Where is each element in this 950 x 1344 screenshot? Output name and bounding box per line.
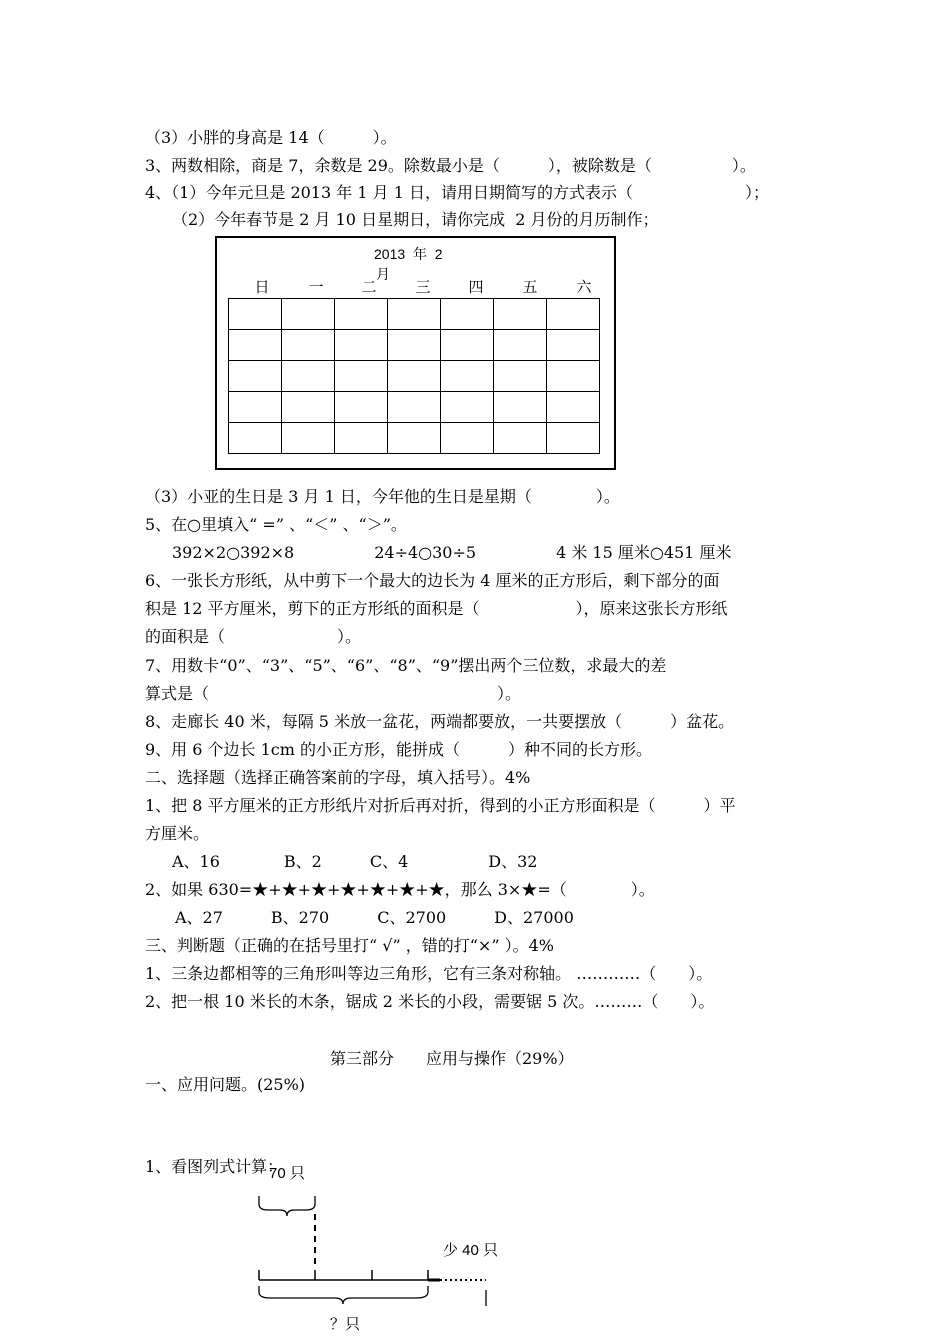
calendar-week-row (229, 423, 600, 454)
weekday-fri: 五 (522, 278, 538, 296)
question-3-3: （3）小胖的身高是 14（ ）。 (145, 128, 397, 147)
calendar-cell[interactable] (388, 361, 441, 392)
calendar-week-row (229, 330, 600, 361)
weekday-sun: 日 (254, 278, 270, 296)
calendar-cell[interactable] (494, 361, 547, 392)
calendar-cell[interactable] (282, 361, 335, 392)
calendar-cell[interactable] (441, 330, 494, 361)
calendar-cell[interactable] (282, 423, 335, 454)
bottom-brace (259, 1286, 428, 1304)
question-5-items: 392×2○392×8 24÷4○30÷5 4 米 15 厘米○451 厘米 (172, 543, 732, 562)
calendar-cell[interactable] (282, 330, 335, 361)
judge-1: 1、三条边都相等的三角形叫等边三角形，它有三条对称轴。 …………（ ）。 (145, 964, 713, 983)
question-7-line2: 算式是（ ）。 (145, 684, 522, 703)
question-6-line2: 积是 12 平方厘米，剪下的正方形纸的面积是（ ），原来这张长方形纸 (145, 599, 728, 618)
question-4-2: （2）今年春节是 2 月 10 日星期日，请你完成 2 月份的月历制作； (172, 210, 659, 229)
calendar-cell[interactable] (229, 330, 282, 361)
calendar-cell[interactable] (229, 392, 282, 423)
question-9: 9、用 6 个边长 1cm 的小正方形，能拼成（ ）种不同的长方形。 (145, 740, 653, 759)
application-heading: 一、应用问题。(25%) (145, 1075, 306, 1094)
calendar-cell[interactable] (335, 392, 388, 423)
calendar-month-unit: 月 (376, 266, 390, 282)
calendar-cell[interactable] (335, 330, 388, 361)
top-brace (259, 1196, 315, 1216)
question-7-line1: 7、用数卡“0”、“3”、“5”、“6”、“8”、“9”摆出两个三位数，求最大的差 (145, 656, 667, 675)
question-4-3: （3）小亚的生日是 3 月 1 日，今年他的生日是星期（ ）。 (145, 487, 620, 506)
calendar-cell[interactable] (388, 392, 441, 423)
calendar-cell[interactable] (335, 299, 388, 330)
weekday-tue: 二 (361, 278, 377, 296)
calendar-cell[interactable] (282, 392, 335, 423)
judge-2: 2、把一根 10 米长的木条，锯成 2 米长的小段，需要锯 5 次。………（ ）。 (145, 992, 715, 1011)
diagram-bottom-label: ？只 (330, 1316, 361, 1333)
calendar-cell[interactable] (388, 299, 441, 330)
calendar-month: 2 (434, 246, 443, 262)
choice-2-options: A、27 B、270 C、2700 D、27000 (175, 908, 574, 927)
calendar-week-row (229, 361, 600, 392)
choice-1-line1: 1、把 8 平方厘米的正方形纸片对折后再对折，得到的小正方形面积是（ ）平 (145, 796, 736, 815)
calendar-cell[interactable] (547, 361, 600, 392)
weekday-thu: 四 (468, 278, 484, 296)
calendar-cell[interactable] (229, 423, 282, 454)
calendar-week-row (229, 299, 600, 330)
calendar-grid (228, 298, 600, 454)
calendar-cell[interactable] (494, 423, 547, 454)
calendar-cell[interactable] (441, 361, 494, 392)
calendar-cell[interactable] (335, 423, 388, 454)
calendar-cell[interactable] (335, 361, 388, 392)
question-5: 5、在○里填入“ =” 、“＜” 、“＞”。 (145, 515, 407, 534)
calendar-cell[interactable] (494, 299, 547, 330)
calendar-cell[interactable] (388, 423, 441, 454)
choice-1-line2: 方厘米。 (145, 824, 210, 843)
weekday-mon: 一 (308, 278, 324, 296)
question-8: 8、走廊长 40 米，每隔 5 米放一盆花，两端都要放，一共要摆放（ ）盆花。 (145, 712, 735, 731)
calendar-cell[interactable] (441, 299, 494, 330)
calendar-cell[interactable] (282, 299, 335, 330)
calendar-week-row (229, 392, 600, 423)
calendar-cell[interactable] (547, 392, 600, 423)
question-3: 3、两数相除，商是 7，余数是 29。除数最小是（ ），被除数是（ ）。 (145, 156, 756, 175)
diagram-top-label: 70 只 (269, 1165, 305, 1182)
question-6-line3: 的面积是（ ）。 (145, 627, 362, 646)
part-3-title: 第三部分 应用与操作（29%） (330, 1049, 574, 1068)
calendar-cell[interactable] (229, 299, 282, 330)
weekday-wed: 三 (415, 278, 431, 296)
section-3-heading: 三、判断题（正确的在括号里打“ √” ，错的打“×” ）。4% (145, 936, 554, 955)
calendar-cell[interactable] (547, 330, 600, 361)
calendar-cell[interactable] (388, 330, 441, 361)
line-segment-diagram (240, 1160, 510, 1310)
calendar-cell[interactable] (441, 423, 494, 454)
calendar-title (374, 244, 443, 264)
calendar-cell[interactable] (547, 423, 600, 454)
diagram-question: 1、看图列式计算： (145, 1157, 284, 1176)
calendar-year-unit: 年 (412, 246, 427, 262)
choice-1-options: A、16 B、2 C、4 D、32 (172, 852, 538, 871)
calendar-cell[interactable] (494, 392, 547, 423)
weekday-sat: 六 (576, 278, 592, 296)
question-4-1: 4、（1）今年元旦是 2013 年 1 月 1 日，请用日期简写的方式表示（ ）； (145, 183, 769, 202)
calendar-cell[interactable] (229, 361, 282, 392)
choice-2: 2、如果 630=★+★+★+★+★+★+★，那么 3×★=（ ）。 (145, 880, 655, 899)
question-6-line1: 6、一张长方形纸，从中剪下一个最大的边长为 4 厘米的正方形后，剩下部分的面 (145, 571, 720, 590)
calendar-cell[interactable] (441, 392, 494, 423)
calendar-cell[interactable] (494, 330, 547, 361)
calendar-cell[interactable] (547, 299, 600, 330)
diagram-right-label: 少 40 只 (443, 1242, 499, 1259)
section-2-heading: 二、选择题（选择正确答案前的字母，填入括号）。4% (145, 768, 531, 787)
calendar-year: 2013 (374, 246, 406, 262)
